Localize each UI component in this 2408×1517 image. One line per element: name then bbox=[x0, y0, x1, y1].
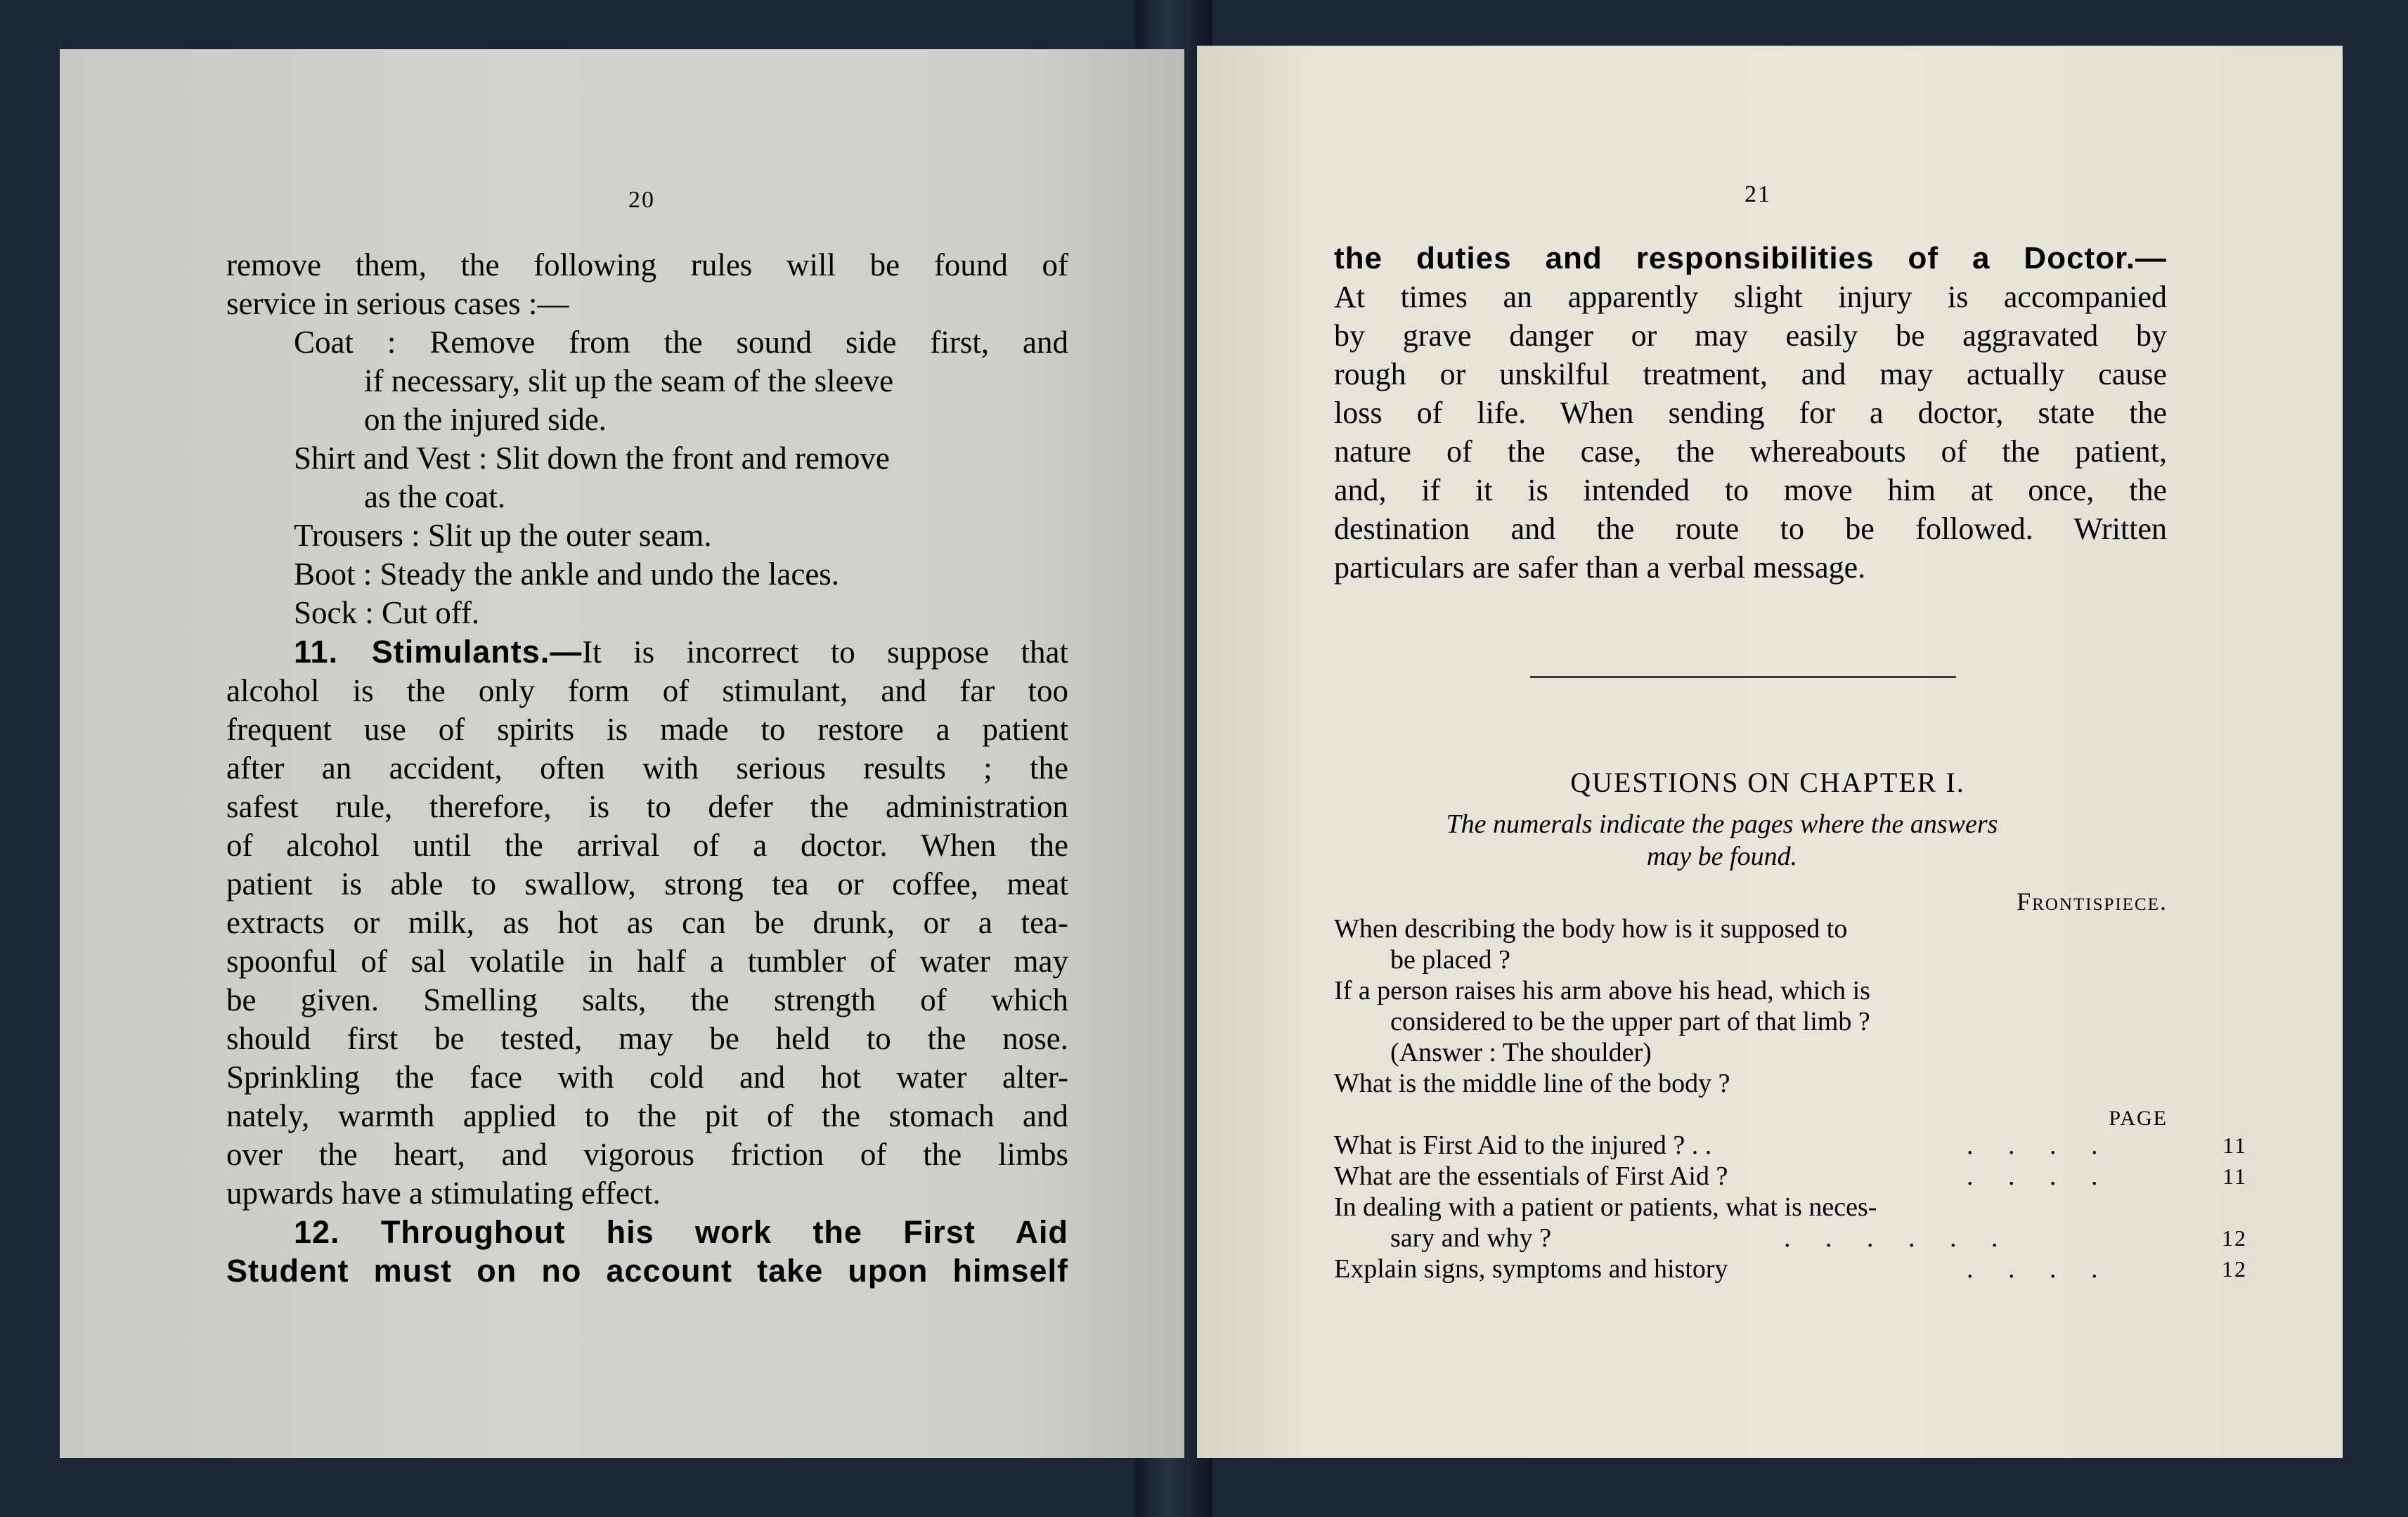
question-item: (Answer : The shoulder) bbox=[1390, 1038, 1652, 1067]
text-line: Sprinkling the face with cold and hot water alter- bbox=[226, 1060, 1068, 1095]
page-ref: 11 bbox=[2222, 1133, 2247, 1158]
section-11-heading: 11. Stimulants.— bbox=[294, 634, 583, 670]
text-line: should first be tested, may be held to the nose. bbox=[226, 1021, 1068, 1056]
right-page-number: 21 bbox=[1744, 181, 1771, 207]
text-line: spoonful of sal volatile in half a tumbler of water may bbox=[226, 944, 1068, 979]
text-line: Student must on no account take upon himself bbox=[226, 1253, 1068, 1289]
question-item: If a person raises his arm above his head, which is bbox=[1334, 976, 1870, 1005]
text-line: rough or unskilful treatment, and may actually cause bbox=[1334, 357, 2167, 391]
text-line: particulars are safer than a verbal message. bbox=[1334, 550, 1866, 585]
text-line: and, if it is intended to move him at once, the bbox=[1334, 473, 2167, 507]
text-line: extracts or milk, as hot as can be drunk, or a tea- bbox=[226, 905, 1068, 940]
question-item: be placed ? bbox=[1390, 945, 1510, 975]
left-page-text bbox=[226, 246, 1068, 1290]
text-line: Coat : Remove from the sound side first, and bbox=[294, 325, 1068, 360]
text-line: Shirt and Vest : Slit down the front and remove bbox=[294, 441, 890, 476]
questions-note-line: The numerals indicate the pages where the answers bbox=[1446, 809, 1998, 839]
text-line: alcohol is the only form of stimulant, and far too bbox=[226, 673, 1068, 708]
text-line: nately, warmth applied to the pit of the stomach and bbox=[226, 1098, 1068, 1133]
section-12-heading: 12. Throughout his work the First Aid bbox=[294, 1214, 1068, 1250]
section-divider bbox=[1530, 676, 1956, 678]
text-line: It is incorrect to suppose that bbox=[582, 634, 1068, 670]
text-line: be given. Smelling salts, the strength of which bbox=[226, 982, 1068, 1017]
text-line: Sock : Cut off. bbox=[294, 595, 480, 630]
text-line: Boot : Steady the ankle and undo the laces. bbox=[294, 556, 840, 592]
page-ref: 11 bbox=[2222, 1164, 2247, 1189]
text-line: At times an apparently slight injury is accompanied bbox=[1334, 280, 2167, 314]
text-line: as the coat. bbox=[364, 479, 506, 514]
text-line: after an accident, often with serious results ; the bbox=[226, 750, 1068, 786]
text-line: patient is able to swallow, strong tea or coffee, meat bbox=[226, 866, 1068, 901]
question-item: Explain signs, symptoms and history . . . . 12 bbox=[1334, 1254, 2247, 1284]
question-item: sary and why ? . . . . . . 12 bbox=[1390, 1223, 2247, 1253]
text-line: by grave danger or may easily be aggravated by bbox=[1334, 318, 2167, 353]
questions-paged-list bbox=[1334, 1130, 2247, 1284]
question-item: What is the middle line of the body ? bbox=[1334, 1069, 1730, 1098]
page-ref: 12 bbox=[2222, 1225, 2247, 1251]
text-line: remove them, the following rules will be found of bbox=[226, 247, 1068, 282]
text-line: loss of life. When sending for a doctor, state the bbox=[1334, 396, 2167, 430]
questions-unpaged-list bbox=[1334, 913, 2167, 1099]
text-line: frequent use of spirits is made to restore a patient bbox=[226, 712, 1068, 747]
page-column-label: PAGE bbox=[2109, 1107, 2168, 1130]
question-item: When describing the body how is it supposed to bbox=[1334, 914, 1848, 944]
question-item: What is First Aid to the injured ? . . . . . . 11 bbox=[1334, 1131, 2247, 1160]
text-line: over the heart, and vigorous friction of the limbs bbox=[226, 1137, 1068, 1172]
questions-title: QUESTIONS ON CHAPTER I. bbox=[1570, 767, 1965, 798]
text-line: safest rule, therefore, is to defer the administration bbox=[226, 789, 1068, 824]
question-item: What are the essentials of First Aid ? . . . . 11 bbox=[1334, 1161, 2247, 1191]
left-page-number: 20 bbox=[628, 187, 655, 213]
text-line: nature of the case, the whereabouts of the patient, bbox=[1334, 434, 2167, 469]
page-ref: 12 bbox=[2222, 1256, 2247, 1282]
questions-note bbox=[1335, 808, 2109, 873]
text-line: of alcohol until the arrival of a doctor. When the bbox=[226, 828, 1068, 863]
text-line: if necessary, slit up the seam of the sleeve bbox=[364, 363, 894, 398]
question-item: considered to be the upper part of that limb ? bbox=[1390, 1007, 1870, 1036]
text-line: Trousers : Slit up the outer seam. bbox=[294, 518, 712, 553]
section-11-line bbox=[226, 632, 1068, 672]
text-line: on the injured side. bbox=[364, 402, 607, 437]
text-line: destination and the route to be followed. Written bbox=[1334, 512, 2167, 546]
right-page-text bbox=[1334, 239, 2167, 587]
frontispiece-label: Frontispiece. bbox=[2017, 887, 2168, 916]
question-item: In dealing with a patient or patients, what is neces- bbox=[1334, 1192, 1877, 1222]
text-line: service in serious cases :— bbox=[226, 286, 569, 321]
text-line: upwards have a stimulating effect. bbox=[226, 1176, 661, 1211]
text-line: the duties and responsibilities of a Doctor.— bbox=[1334, 241, 2167, 275]
questions-note-line: may be found. bbox=[1646, 842, 1798, 871]
